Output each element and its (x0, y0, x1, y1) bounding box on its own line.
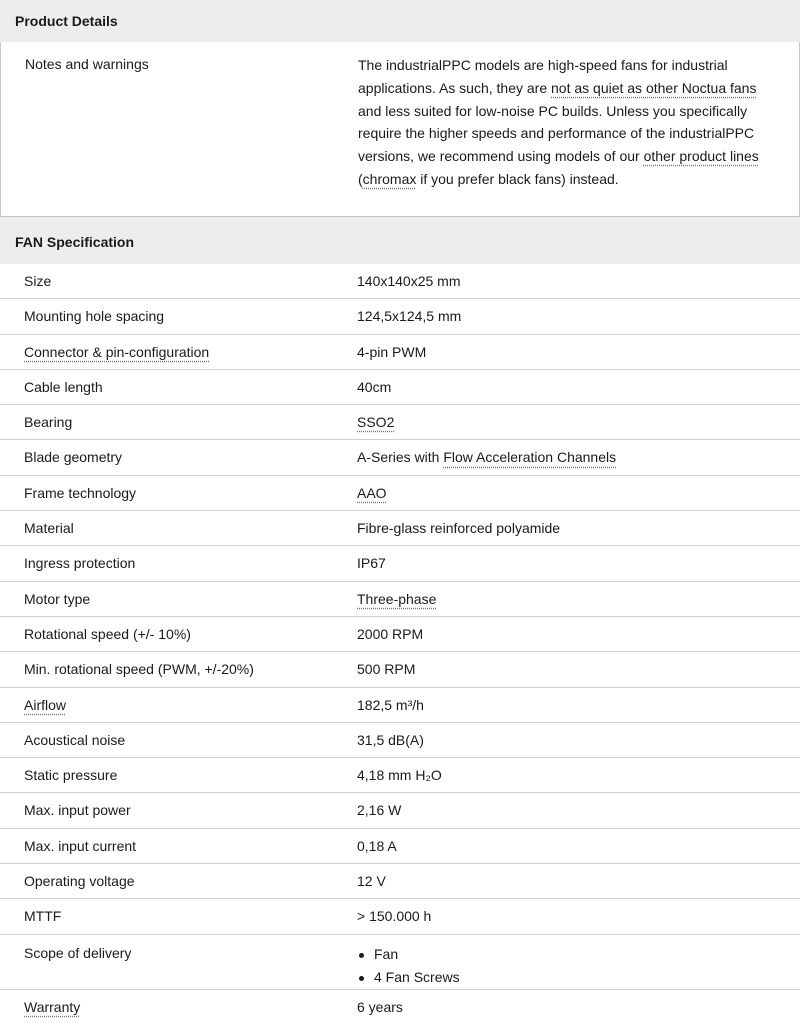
notes-text-part: and less suited for low-noise PC builds. Unless you specifically require the higher speeds and performance of the industrialPPC versions, we recommend using models of our (358, 102, 755, 165)
spec-value (357, 377, 391, 397)
spec-row (0, 299, 800, 334)
spec-value (357, 553, 386, 573)
spec-row (0, 511, 800, 546)
spec-value-text: Fibre-glass reinforced polyamide (357, 520, 561, 537)
spec-value-text: 31,5 dB(A) (357, 731, 424, 748)
spec-label-text: Min. rotational speed (PWM, +/-20%) (24, 661, 254, 678)
notes-text-part: ( (358, 170, 363, 187)
spec-label-text: Cable length (24, 378, 103, 395)
product-details-header: Product Details (0, 0, 800, 42)
spec-value (357, 589, 436, 609)
spec-value-text: 0,18 A (357, 837, 397, 854)
spec-label-text: MTTF (24, 908, 62, 925)
spec-value-text: 2,16 W (357, 802, 402, 819)
spec-label (24, 836, 136, 856)
spec-label (24, 659, 254, 679)
spec-row (0, 264, 800, 299)
spec-label (24, 800, 131, 820)
spec-value (357, 306, 461, 326)
spec-value-link[interactable]: Three-phase (357, 590, 437, 607)
spec-label-link[interactable]: Airflow (24, 696, 67, 713)
spec-row (0, 476, 800, 511)
spec-value-text: > 150.000 h (357, 908, 432, 925)
notes-link[interactable]: other product lines (643, 148, 759, 165)
spec-label (24, 765, 117, 785)
notes-link[interactable]: not as quiet as other Noctua fans (551, 79, 757, 96)
notes-link[interactable]: chromax (362, 170, 417, 187)
spec-value (357, 695, 424, 715)
spec-value (357, 412, 394, 432)
spec-value-text: 182,5 m³/h (357, 696, 424, 713)
delivery-list (357, 943, 460, 989)
spec-label-text: Bearing (24, 414, 73, 431)
spec-value (357, 271, 461, 291)
spec-value (357, 836, 397, 856)
spec-value (357, 518, 560, 538)
spec-value (357, 800, 401, 820)
spec-row (0, 582, 800, 617)
spec-label (24, 871, 135, 891)
spec-row (0, 793, 800, 828)
spec-label (24, 271, 51, 291)
spec-label-text: Acoustical noise (24, 731, 126, 748)
notes-text-part: The industrialPPC models are high-speed fans for industrial applications. As such, they are (358, 57, 728, 96)
spec-label-text: Motor type (24, 590, 91, 607)
spec-label (24, 589, 90, 609)
spec-label-text: Operating voltage (24, 873, 135, 890)
spec-value-text: 6 years (357, 998, 403, 1015)
spec-label-text: Size (24, 273, 52, 289)
spec-label-link[interactable]: Warranty (24, 998, 81, 1015)
spec-value (357, 624, 423, 644)
spec-row (0, 440, 800, 475)
spec-label (24, 553, 135, 573)
spec-label (24, 730, 125, 750)
spec-value-link[interactable]: Flow Acceleration Channels (443, 449, 617, 466)
spec-row (0, 990, 800, 1024)
spec-value (357, 906, 431, 926)
spec-label (24, 483, 136, 503)
spec-label (24, 306, 164, 326)
spec-value (357, 765, 442, 785)
spec-label-text: Frame technology (24, 484, 137, 501)
spec-value (357, 659, 415, 679)
spec-row (0, 723, 800, 758)
notes-section (0, 42, 800, 216)
spec-value-text: A-Series with (357, 449, 444, 466)
spec-label (24, 624, 191, 644)
delivery-list-item: Fan (357, 943, 460, 966)
spec-label-text: Mounting hole spacing (24, 308, 165, 325)
fan-specification-header: FAN Specification (0, 216, 800, 264)
spec-value-link[interactable]: SSO2 (357, 414, 395, 431)
spec-value-text: 124,5x124,5 mm (357, 308, 462, 325)
spec-label (24, 412, 72, 432)
delivery-list-item: 4 Fan Screws (357, 966, 460, 989)
spec-table (0, 264, 800, 1024)
spec-label (24, 943, 131, 963)
spec-value-text: 500 RPM (357, 661, 416, 678)
spec-value (357, 943, 460, 989)
spec-value (357, 871, 386, 891)
spec-row (0, 935, 800, 990)
spec-value (357, 483, 387, 503)
spec-label-link[interactable]: Connector & pin-configuration (24, 343, 210, 360)
notes-text-part: if you prefer black fans) instead. (416, 170, 619, 187)
spec-value (357, 447, 616, 467)
spec-label-text: Max. input current (24, 837, 137, 854)
spec-value (357, 997, 403, 1017)
spec-row (0, 335, 800, 370)
spec-label-text: Blade geometry (24, 449, 123, 466)
spec-value-text: 2000 RPM (357, 625, 424, 642)
spec-label (24, 518, 74, 538)
spec-row (0, 688, 800, 723)
spec-row (0, 652, 800, 687)
spec-label (24, 377, 103, 397)
spec-label (24, 342, 209, 362)
notes-label: Notes and warnings (25, 56, 149, 72)
spec-label (24, 906, 61, 926)
spec-row (0, 864, 800, 899)
spec-value-text: 140x140x25 mm (357, 273, 461, 289)
spec-label-text: Max. input power (24, 802, 131, 819)
spec-label-text: Material (24, 520, 74, 537)
spec-value (357, 730, 424, 750)
spec-row (0, 617, 800, 652)
spec-label-text: Ingress protection (24, 555, 136, 572)
spec-label-text: Static pressure (24, 767, 118, 784)
spec-row (0, 370, 800, 405)
spec-label-text: Rotational speed (+/- 10%) (24, 625, 191, 642)
spec-label (24, 447, 122, 467)
spec-value (357, 342, 426, 362)
spec-row (0, 829, 800, 864)
spec-row (0, 758, 800, 793)
spec-value-text: 4,18 mm H₂O (357, 767, 442, 784)
spec-value-text: 12 V (357, 873, 386, 890)
spec-row (0, 546, 800, 581)
spec-row (0, 899, 800, 934)
spec-row (0, 405, 800, 440)
spec-label (24, 695, 66, 715)
spec-value-text: 4-pin PWM (357, 343, 427, 360)
spec-value-text: 40cm (357, 378, 392, 395)
notes-text (358, 54, 763, 191)
spec-label-text: Scope of delivery (24, 944, 132, 961)
spec-label (24, 997, 80, 1017)
spec-value-text: IP67 (357, 555, 386, 572)
spec-value-link[interactable]: AAO (357, 484, 387, 501)
